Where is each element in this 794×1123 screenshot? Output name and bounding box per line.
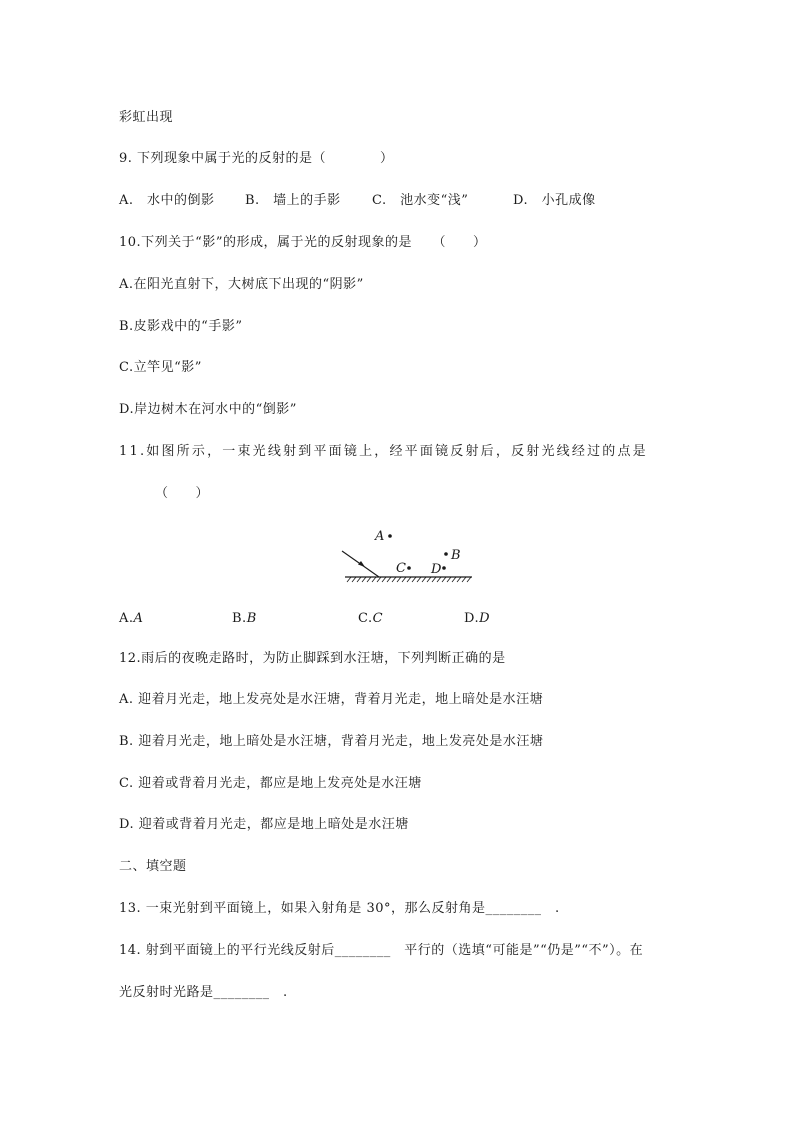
- question-14-continued: 光反射时光路是________ .: [119, 985, 288, 1000]
- q12-option-c: C. 迎着或背着月光走，都应是地上发亮处是水汪塘: [119, 776, 422, 791]
- mirror-hatching: [347, 577, 471, 582]
- q10-option-d: D.岸边树木在河水中的“倒影”: [119, 402, 297, 417]
- q11-option-b-letter: B: [246, 611, 257, 626]
- incident-ray-arrow: [358, 561, 365, 567]
- point-a: [388, 534, 392, 538]
- figure-label-d: D: [431, 562, 442, 577]
- figure-label-a: A: [375, 529, 385, 544]
- point-b: [444, 552, 448, 556]
- question-12: 12.雨后的夜晚走路时，为防止脚踩到水汪塘，下列判断正确的是: [119, 651, 506, 666]
- mirror-reflection-figure: [320, 520, 480, 590]
- point-c: [407, 566, 411, 570]
- q9-option-b: B. 墙上的手影: [245, 193, 341, 208]
- question-9: 9. 下列现象中属于光的反射的是（ ）: [119, 151, 394, 166]
- question-11-paren: （ ）: [155, 486, 210, 501]
- mirror-diagram: [320, 520, 480, 590]
- q11-option-d-letter: D: [479, 611, 491, 626]
- q10-option-c: C.立竿见“影”: [119, 360, 202, 375]
- figure-label-c: C: [396, 561, 406, 576]
- q9-option-d: D. 小孔成像: [513, 193, 596, 208]
- q11-option-d: [464, 610, 490, 628]
- q11-option-c-letter: C: [372, 611, 384, 626]
- question-10: 10.下列关于“影”的形成，属于光的反射现象的是 （ ）: [119, 235, 487, 250]
- point-d: [442, 566, 446, 570]
- q9-option-c: C. 池水变“浅”: [372, 193, 469, 208]
- q12-option-a: A. 迎着月光走，地上发亮处是水汪塘，背着月光走，地上暗处是水汪塘: [119, 692, 544, 707]
- q11-option-d-prefix: D.: [464, 611, 480, 626]
- section-heading-fill-in: 二、填空题: [119, 859, 187, 874]
- q11-option-a-prefix: A.: [119, 611, 134, 626]
- q9-option-a: A. 水中的倒影: [119, 193, 215, 208]
- q12-option-d: D. 迎着或背着月光走，都应是地上暗处是水汪塘: [119, 817, 409, 832]
- q11-option-a: [119, 610, 143, 628]
- q11-option-c: [358, 610, 383, 628]
- q12-option-b: B. 迎着月光走，地上暗处是水汪塘，背着月光走，地上发亮处是水汪塘: [119, 734, 544, 749]
- q11-option-b-prefix: B.: [232, 611, 247, 626]
- q10-option-b: B.皮影戏中的“手影”: [119, 319, 243, 334]
- q11-option-a-letter: A: [133, 611, 144, 626]
- text-line-rainbow: 彩虹出现: [119, 110, 174, 125]
- question-11: 11.如图所示，一束光线射到平面镜上，经平面镜反射后，反射光线经过的点是: [119, 444, 648, 459]
- q11-option-c-prefix: C.: [358, 611, 373, 626]
- question-14: 14. 射到平面镜上的平行光线反射后________ 平行的（选填“可能是”“仍是”“不”）。在: [119, 943, 644, 958]
- figure-label-b: B: [451, 548, 461, 563]
- q11-option-b: [232, 610, 257, 628]
- question-13: 13. 一束光射到平面镜上，如果入射角是 30°，那么反射角是________ .: [119, 901, 560, 916]
- q10-option-a: A.在阳光直射下，大树底下出现的“阴影”: [119, 277, 364, 292]
